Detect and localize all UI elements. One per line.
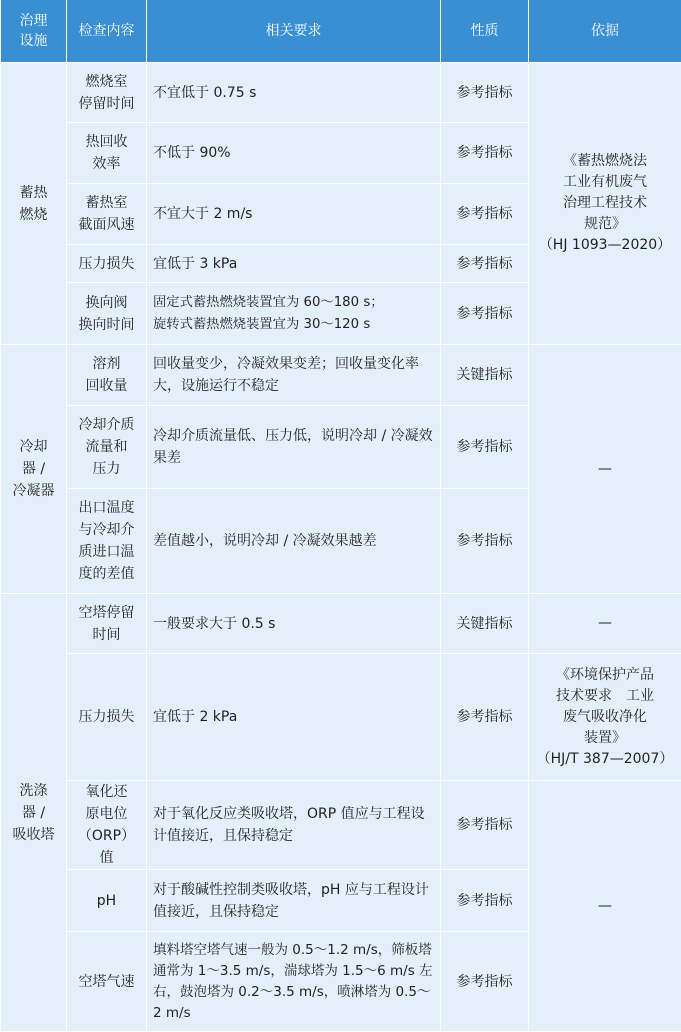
row-nature: 关键指标 [441, 345, 529, 406]
row-requirement: 不宜大于 2 m/s [147, 184, 441, 245]
row-item: 出口温度 与冷却介 质进口温 度的差值 [67, 489, 147, 594]
header-item: 检查内容 [67, 0, 147, 63]
row-nature: 参考指标 [441, 123, 529, 184]
row-nature: 参考指标 [441, 489, 529, 594]
group-condenser: 冷却 器 / 冷凝器 [1, 345, 67, 594]
row-requirement: 不低于 90% [147, 123, 441, 184]
group-scrubber: 洗涤 器 / 吸收塔 [1, 594, 67, 1032]
row-nature: 参考指标 [441, 932, 529, 1032]
row-nature: 参考指标 [441, 654, 529, 781]
row-nature: 参考指标 [441, 406, 529, 489]
row-requirement: 宜低于 3 kPa [147, 245, 441, 283]
basis-scrubber-time: — [529, 594, 681, 654]
row-requirement: 不宜低于 0.75 s [147, 63, 441, 123]
row-item: pH [67, 870, 147, 932]
basis-scrubber-pressure: 《环境保护产品 技术要求 工业 废气吸收净化 装置》 （HJ/T 387—2007） [529, 654, 681, 781]
row-item: 燃烧室 停留时间 [67, 63, 147, 123]
row-requirement: 宜低于 2 kPa [147, 654, 441, 781]
row-requirement: 固定式蓄热燃烧装置宜为 60～180 s； 旋转式蓄热燃烧装置宜为 30～120 s [147, 283, 441, 345]
row-requirement: 差值越小，说明冷却 / 冷凝效果越差 [147, 489, 441, 594]
basis-scrubber-rest: — [529, 781, 681, 1032]
header-facility: 治理 设施 [1, 0, 67, 63]
table-row [1, 594, 681, 654]
row-nature: 参考指标 [441, 781, 529, 870]
row-requirement: 对于氧化反应类吸收塔，ORP 值应与工程设计值接近，且保持稳定 [147, 781, 441, 870]
row-requirement: 填料塔空塔气速一般为 0.5～1.2 m/s，筛板塔通常为 1～3.5 m/s，湍球塔为 1.5～6 m/s 左右，鼓泡塔为 0.2～3.5 m/s，喷淋塔为 0.5～2 m/s [147, 932, 441, 1032]
header-basis: 依据 [529, 0, 681, 63]
row-requirement: 回收量变少，冷凝效果变差；回收量变化率大，设施运行不稳定 [147, 345, 441, 406]
table-header-row [1, 0, 681, 63]
row-item: 换向阀 换向时间 [67, 283, 147, 345]
row-item: 空塔气速 [67, 932, 147, 1032]
row-item: 热回收 效率 [67, 123, 147, 184]
table-row [1, 654, 681, 781]
row-requirement: 一般要求大于 0.5 s [147, 594, 441, 654]
row-item: 空塔停留 时间 [67, 594, 147, 654]
group-rto: 蓄热 燃烧 [1, 63, 67, 345]
header-requirement: 相关要求 [147, 0, 441, 63]
table-row [1, 345, 681, 406]
row-requirement: 对于酸碱性控制类吸收塔，pH 应与工程设计值接近，且保持稳定 [147, 870, 441, 932]
header-nature: 性质 [441, 0, 529, 63]
row-item: 压力损失 [67, 654, 147, 781]
row-item: 氧化还 原电位 （ORP）值 [67, 781, 147, 870]
basis-condenser: — [529, 345, 681, 594]
table-row [1, 63, 681, 123]
row-nature: 参考指标 [441, 184, 529, 245]
row-item: 压力损失 [67, 245, 147, 283]
row-nature: 参考指标 [441, 245, 529, 283]
row-nature: 参考指标 [441, 63, 529, 123]
row-nature: 参考指标 [441, 870, 529, 932]
row-nature: 参考指标 [441, 283, 529, 345]
row-requirement: 冷却介质流量低、压力低，说明冷却 / 冷凝效果差 [147, 406, 441, 489]
row-item: 溶剂 回收量 [67, 345, 147, 406]
row-item: 蓄热室 截面风速 [67, 184, 147, 245]
basis-rto: 《蓄热燃烧法 工业有机废气 治理工程技术 规范》 （HJ 1093—2020） [529, 63, 681, 345]
row-nature: 关键指标 [441, 594, 529, 654]
row-item: 冷却介质 流量和 压力 [67, 406, 147, 489]
table-row [1, 781, 681, 870]
